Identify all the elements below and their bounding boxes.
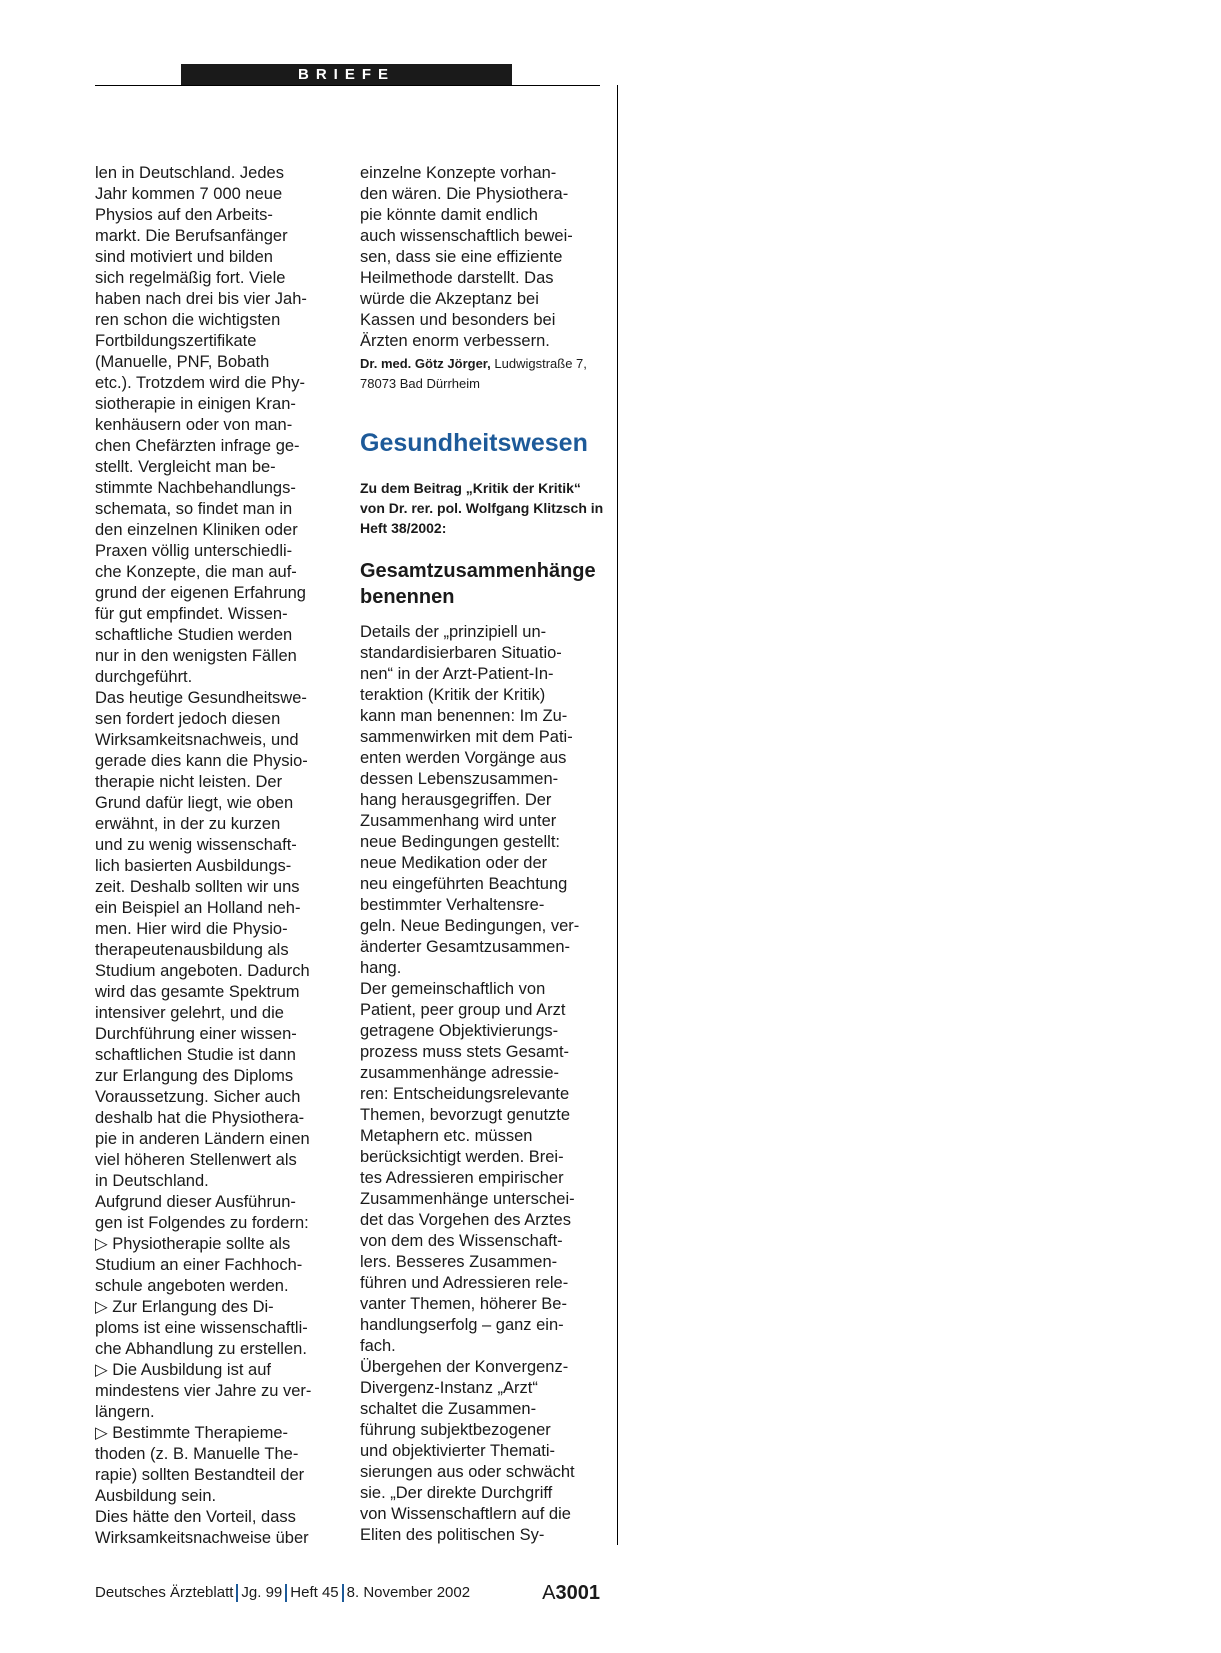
text-line: Physios auf den Arbeits-	[95, 206, 273, 224]
text-line: berücksichtigt werden. Brei-	[360, 1148, 564, 1166]
footer-separator	[236, 1584, 238, 1602]
text-line: vanter Themen, höherer Be-	[360, 1295, 567, 1313]
journal-issue: Heft 45	[290, 1584, 339, 1601]
footer-separator	[342, 1584, 344, 1602]
article-reference	[360, 478, 604, 538]
text-line: schaftlichen Studie ist dann	[95, 1046, 296, 1064]
footer-separator	[285, 1584, 287, 1602]
text-line: Grund dafür liegt, wie oben	[95, 794, 294, 812]
text-line: standardisierbaren Situatio-	[360, 644, 562, 662]
text-line: Studium angeboten. Dadurch	[95, 962, 310, 980]
headline-line: Gesamtzusammenhänge	[360, 560, 596, 582]
text-line: Eliten des politischen Sy-	[360, 1526, 545, 1544]
text-line: Zusammenhänge unterschei-	[360, 1190, 575, 1208]
text-line: bestimmter Verhaltensre-	[360, 896, 545, 914]
text-line: lers. Besseres Zusammen-	[360, 1253, 558, 1271]
text-line: Patient, peer group und Arzt	[360, 1001, 566, 1019]
text-line: intensiver gelehrt, und die	[95, 1004, 284, 1022]
text-line: siotherapie in einigen Kran-	[95, 395, 296, 413]
text-line: deshalb hat die Physiothera-	[95, 1109, 305, 1127]
text-line: Wirksamkeitsnachweise über	[95, 1529, 309, 1547]
section-label-bar: BRIEFE	[181, 64, 512, 85]
text-line: ▷ Die Ausbildung ist auf	[95, 1361, 271, 1379]
signature-name: Dr. med. Götz Jörger,	[360, 356, 491, 371]
text-line: thoden (z. B. Manuelle The-	[95, 1445, 299, 1463]
text-line: stellt. Vergleicht man be-	[95, 458, 276, 476]
page-number-value: 3001	[555, 1582, 600, 1604]
text-line: ren: Entscheidungsrelevante	[360, 1085, 570, 1103]
column-rule	[617, 85, 618, 1545]
text-line: von Wissenschaftlern auf die	[360, 1505, 571, 1523]
text-line: und zu wenig wissenschaft-	[95, 836, 297, 854]
text-line: von dem des Wissenschaft-	[360, 1232, 563, 1250]
text-line: getragene Objektivierungs-	[360, 1022, 559, 1040]
text-line: wird das gesamte Spektrum	[95, 983, 300, 1001]
letter-body	[360, 622, 600, 1546]
headline-line: benennen	[360, 586, 455, 608]
signature-address-2: 78073 Bad Dürrheim	[360, 376, 480, 391]
text-line: ▷ Bestimmte Therapieme-	[95, 1424, 289, 1442]
letter-continuation	[360, 163, 600, 352]
text-line: grund der eigenen Erfahrung	[95, 584, 306, 602]
text-line: haben nach drei bis vier Jah-	[95, 290, 307, 308]
text-line: therapie nicht leisten. Der	[95, 773, 283, 791]
text-line: ▷ Zur Erlangung des Di-	[95, 1298, 274, 1316]
text-line: sierungen aus oder schwächt	[360, 1463, 575, 1481]
text-line: den einzelnen Kliniken oder	[95, 521, 298, 539]
text-line: Metaphern etc. müssen	[360, 1127, 533, 1145]
text-line: führen und Adressieren rele-	[360, 1274, 569, 1292]
header-rule	[95, 85, 600, 86]
text-line: Kassen und besonders bei	[360, 311, 556, 329]
text-line: men. Hier wird die Physio-	[95, 920, 288, 938]
text-line: etc.). Trotzdem wird die Phy-	[95, 374, 305, 392]
page-number	[542, 1580, 600, 1606]
text-line: sich regelmäßig fort. Viele	[95, 269, 286, 287]
text-line: sen, dass sie eine effiziente	[360, 248, 563, 266]
text-line: zeit. Deshalb sollten wir uns	[95, 878, 300, 896]
text-line: neue Medikation oder der	[360, 854, 548, 872]
text-line: Ärzten enorm verbessern.	[360, 332, 550, 350]
text-line: erwähnt, in der zu kurzen	[95, 815, 281, 833]
text-line: Jahr kommen 7 000 neue	[95, 185, 283, 203]
text-line: durchgeführt.	[95, 668, 193, 686]
text-line: Praxen völlig unterschiedli-	[95, 542, 293, 560]
signature-address-1: Ludwigstraße 7,	[494, 356, 587, 371]
text-line: Studium an einer Fachhoch-	[95, 1256, 303, 1274]
section-title: Gesundheitswesen	[360, 429, 588, 457]
letter-headline	[360, 558, 600, 610]
page-footer	[95, 1580, 600, 1606]
text-line: Das heutige Gesundheitswe-	[95, 689, 307, 707]
reference-line: Zu dem Beitrag „Kritik der Kritik“	[360, 480, 581, 496]
text-line: würde die Akzeptanz bei	[360, 290, 539, 308]
text-line: handlungserfolg – ganz ein-	[360, 1316, 564, 1334]
text-line: stimmte Nachbehandlungs-	[95, 479, 296, 497]
text-line: rapie) sollten Bestandteil der	[95, 1466, 305, 1484]
text-line: in Deutschland.	[95, 1172, 209, 1190]
text-line: fach.	[360, 1337, 396, 1355]
text-line: kann man benennen: Im Zu-	[360, 707, 568, 725]
text-line: ein Beispiel an Holland neh-	[95, 899, 301, 917]
text-line: che Abhandlung zu erstellen.	[95, 1340, 307, 1358]
column-1	[95, 163, 335, 1549]
text-line: ▷ Physiotherapie sollte als	[95, 1235, 291, 1253]
text-line: einzelne Konzepte vorhan-	[360, 164, 557, 182]
page-prefix: A	[542, 1582, 556, 1604]
text-line: sammenwirken mit dem Pati-	[360, 728, 573, 746]
text-line: Übergehen der Konvergenz-	[360, 1358, 569, 1376]
text-line: schemata, so findet man in	[95, 500, 293, 518]
text-line: Themen, bevorzugt genutzte	[360, 1106, 571, 1124]
text-line: Fortbildungszertifikate	[95, 332, 257, 350]
text-line: schaftliche Studien werden	[95, 626, 293, 644]
text-line: Durchführung einer wissen-	[95, 1025, 297, 1043]
text-line: len in Deutschland. Jedes	[95, 164, 284, 182]
text-line: Aufgrund dieser Ausführun-	[95, 1193, 296, 1211]
text-line: zusammenhänge adressie-	[360, 1064, 560, 1082]
text-line: Divergenz-Instanz „Arzt“	[360, 1379, 538, 1397]
text-line: lich basierten Ausbildungs-	[95, 857, 292, 875]
column-2	[360, 163, 604, 1546]
text-line: Heilmethode darstellt. Das	[360, 269, 554, 287]
text-line: dessen Lebenszusammen-	[360, 770, 559, 788]
text-line: kenhäusern oder von man-	[95, 416, 293, 434]
text-line: den wären. Die Physiothera-	[360, 185, 569, 203]
text-line: viel höheren Stellenwert als	[95, 1151, 297, 1169]
text-line: Der gemeinschaftlich von	[360, 980, 546, 998]
text-line: Ausbildung sein.	[95, 1487, 217, 1505]
text-line: ploms ist eine wissenschaftli-	[95, 1319, 308, 1337]
text-line: markt. Die Berufsanfänger	[95, 227, 288, 245]
text-line: (Manuelle, PNF, Bobath	[95, 353, 270, 371]
text-line: tes Adressieren empirischer	[360, 1169, 564, 1187]
text-line: sie. „Der direkte Durchgriff	[360, 1484, 553, 1502]
text-line: sind motiviert und bilden	[95, 248, 273, 266]
reference-line: Heft 38/2002:	[360, 520, 447, 536]
text-line: gerade dies kann die Physio-	[95, 752, 308, 770]
text-line: ren schon die wichtigsten	[95, 311, 281, 329]
journal-name: Deutsches Ärzteblatt	[95, 1584, 234, 1601]
text-line: neu eingeführten Beachtung	[360, 875, 568, 893]
text-line: hang herausgegriffen. Der	[360, 791, 552, 809]
text-line: enten werden Vorgänge aus	[360, 749, 567, 767]
text-line: neue Bedingungen gestellt:	[360, 833, 560, 851]
text-line: längern.	[95, 1403, 155, 1421]
text-line: pie in anderen Ländern einen	[95, 1130, 310, 1148]
text-line: Wirksamkeitsnachweis, und	[95, 731, 299, 749]
text-line: mindestens vier Jahre zu ver-	[95, 1382, 312, 1400]
text-line: Dies hätte den Vorteil, dass	[95, 1508, 296, 1526]
text-line: che Konzepte, die man auf-	[95, 563, 297, 581]
text-line: geln. Neue Bedingungen, ver-	[360, 917, 580, 935]
text-line: nen“ in der Arzt-Patient-In-	[360, 665, 554, 683]
signature-line-1	[360, 354, 600, 374]
issue-date: 8. November 2002	[346, 1584, 471, 1601]
text-line: Details der „prinzipiell un-	[360, 623, 547, 641]
text-line: führung subjektbezogener	[360, 1421, 551, 1439]
text-line: Zusammenhang wird unter	[360, 812, 557, 830]
text-line: teraktion (Kritik der Kritik)	[360, 686, 546, 704]
text-line: zur Erlangung des Diploms	[95, 1067, 294, 1085]
text-line: sen fordert jedoch diesen	[95, 710, 281, 728]
text-line: schule angeboten werden.	[95, 1277, 289, 1295]
text-line: für gut empfindet. Wissen-	[95, 605, 288, 623]
text-line: therapeutenausbildung als	[95, 941, 289, 959]
text-line: Voraussetzung. Sicher auch	[95, 1088, 301, 1106]
text-line: chen Chefärzten infrage ge-	[95, 437, 300, 455]
text-line: det das Vorgehen des Arztes	[360, 1211, 571, 1229]
text-line: hang.	[360, 959, 402, 977]
text-line: änderter Gesamtzusammen-	[360, 938, 570, 956]
text-line: schaltet die Zusammen-	[360, 1400, 537, 1418]
text-line: gen ist Folgendes zu fordern:	[95, 1214, 309, 1232]
text-line: auch wissenschaftlich bewei-	[360, 227, 573, 245]
text-line: prozess muss stets Gesamt-	[360, 1043, 570, 1061]
text-line: und objektivierter Themati-	[360, 1442, 556, 1460]
reference-line: von Dr. rer. pol. Wolfgang Klitzsch in	[360, 500, 604, 516]
text-line: nur in den wenigsten Fällen	[95, 647, 297, 665]
text-line: pie könnte damit endlich	[360, 206, 538, 224]
journal-volume: Jg. 99	[241, 1584, 283, 1601]
